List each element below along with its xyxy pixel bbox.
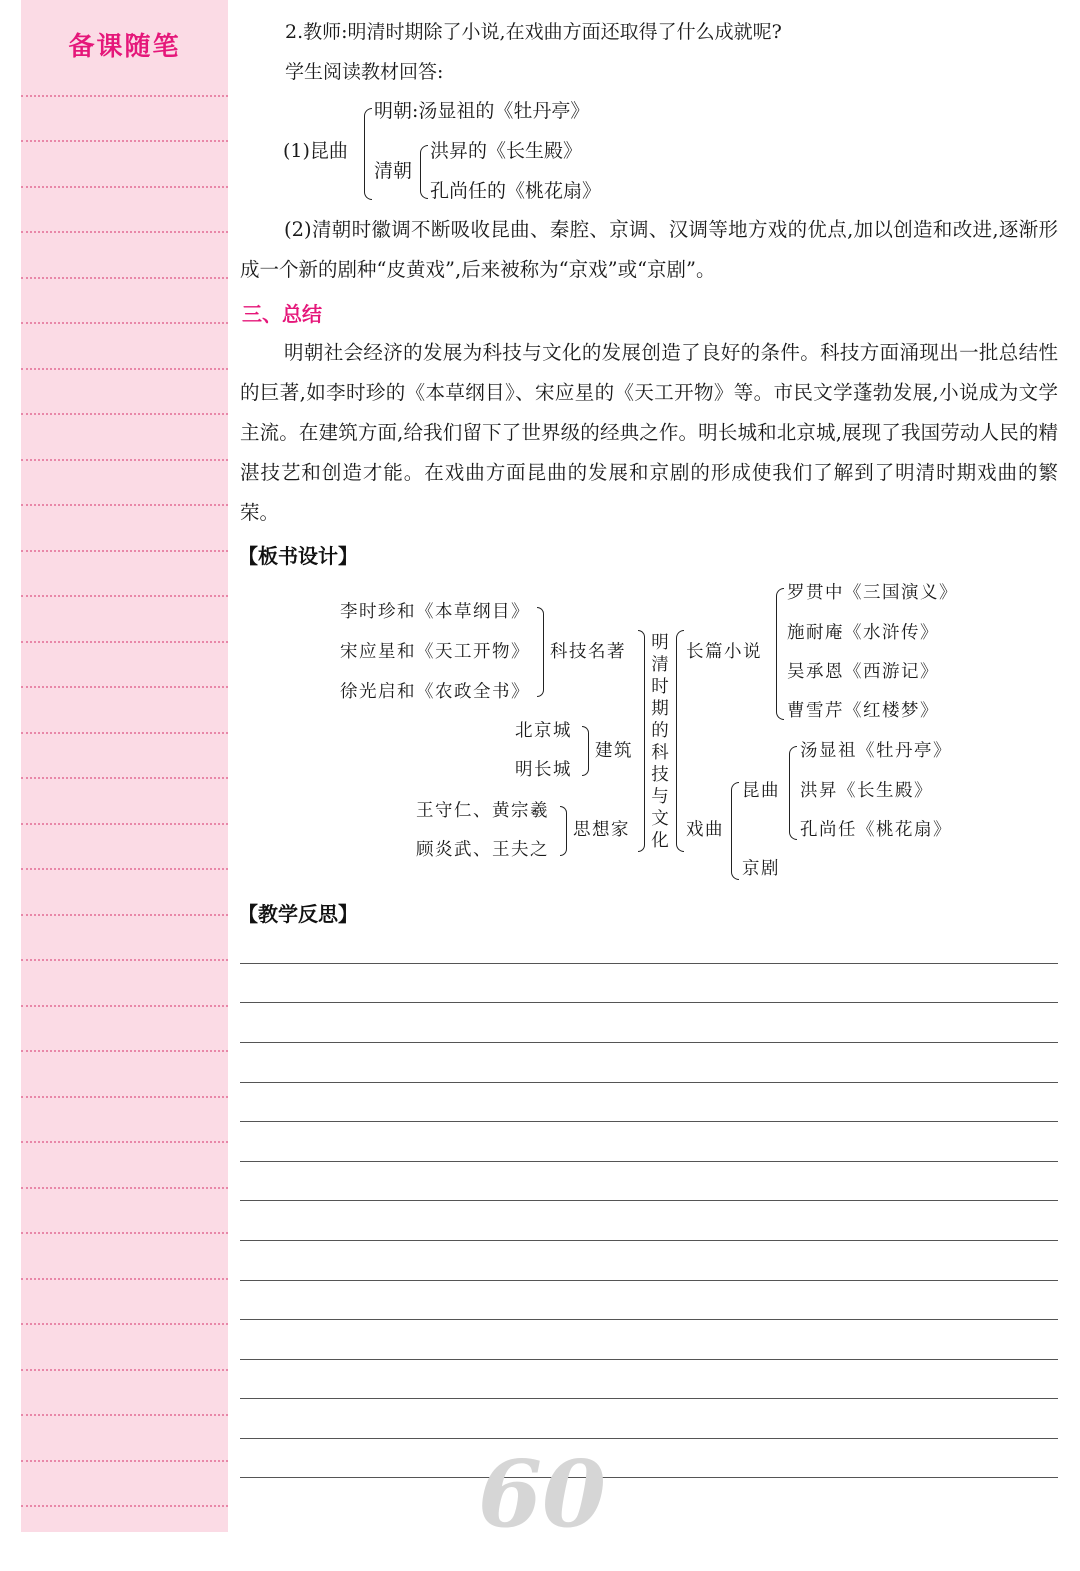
brace <box>420 145 428 199</box>
brace <box>582 726 589 776</box>
dotted-line <box>21 95 228 97</box>
dotted-line <box>21 231 228 233</box>
novel-item-1: 罗贯中《三国演义》 <box>787 583 958 603</box>
writing-line[interactable] <box>240 1082 1058 1083</box>
dotted-line <box>21 322 228 324</box>
reflection-heading: 【教学反思】 <box>238 902 358 926</box>
dotted-line <box>21 686 228 688</box>
arch-label: 建筑 <box>595 741 633 761</box>
dotted-line <box>21 140 228 142</box>
summary-heading: 三、总结 <box>242 302 322 326</box>
dotted-line <box>21 1369 228 1371</box>
kunqu-label: (1)昆曲 <box>283 140 348 162</box>
brace <box>676 630 684 852</box>
brace <box>638 630 645 852</box>
kunqu-item-2: 洪昇《长生殿》 <box>800 781 933 801</box>
novel-item-3: 吴承恩《西游记》 <box>787 662 939 682</box>
novel-item-4: 曹雪芹《红楼梦》 <box>787 701 939 721</box>
kunqu-item-3: 孔尚任《桃花扇》 <box>800 820 952 840</box>
kunqu-item-1: 汤显祖《牡丹亭》 <box>800 741 952 761</box>
writing-line[interactable] <box>240 1002 1058 1003</box>
brace <box>537 607 544 697</box>
thinker-item-2: 顾炎武、王夫之 <box>416 840 549 860</box>
writing-line[interactable] <box>240 1438 1058 1439</box>
arch-item-1: 北京城 <box>515 721 572 741</box>
dotted-line <box>21 777 228 779</box>
dotted-line <box>21 1141 228 1143</box>
dotted-line <box>21 1460 228 1462</box>
arch-item-2: 明长城 <box>515 760 572 780</box>
writing-line[interactable] <box>240 1280 1058 1281</box>
dotted-line <box>21 1323 228 1325</box>
brace <box>364 108 372 200</box>
tech-item-2: 宋应星和《天工开物》 <box>340 642 530 662</box>
dotted-line <box>21 1187 228 1189</box>
dotted-line <box>21 914 228 916</box>
summary-paragraph: 明朝社会经济的发展为科技与文化的发展创造了良好的条件。科技方面涌现出一批总结性的巨著,如李时珍的《本草纲目》、宋应星的《天工开物》等。市民文学蓬勃发展,小说成为文学主流。在建筑方面,给我们留下了世界级的经典之作。明长城和北京城,展现了我国劳动人民的精湛技艺和创造才能。在戏曲方面昆曲的发展和京剧的形成使我们了解到了明清时期戏曲的繁荣。 <box>240 341 1058 524</box>
dotted-line <box>21 1505 228 1507</box>
novel-label: 长篇小说 <box>686 642 762 662</box>
dotted-line <box>21 368 228 370</box>
point-2-paragraph: (2)清朝时徽调不断吸收昆曲、秦腔、京调、汉调等地方戏的优点,加以创造和改进,逐渐形成一个新的剧种“皮黄戏”,后来被称为“京戏”或“京剧”。 <box>240 218 1058 281</box>
thinker-label: 思想家 <box>573 820 630 840</box>
dotted-line <box>21 1005 228 1007</box>
dotted-line <box>21 868 228 870</box>
writing-line[interactable] <box>240 1161 1058 1162</box>
answer-intro: 学生阅读教材回答: <box>285 61 444 83</box>
writing-line[interactable] <box>240 1477 1058 1478</box>
writing-line[interactable] <box>240 963 1058 964</box>
thinker-item-1: 王守仁、黄宗羲 <box>416 801 549 821</box>
dotted-line <box>21 1096 228 1098</box>
dotted-line <box>21 504 228 506</box>
qing-label: 清朝 <box>374 160 413 182</box>
tech-item-3: 徐光启和《农政全书》 <box>340 682 530 702</box>
center-title: 明清时期的科技与文化 <box>651 633 669 851</box>
writing-line[interactable] <box>240 1200 1058 1201</box>
tech-item-1: 李时珍和《本草纲目》 <box>340 602 530 622</box>
dotted-line <box>21 550 228 552</box>
peking-opera-label: 京剧 <box>742 859 780 879</box>
dotted-line <box>21 1414 228 1416</box>
board-heading: 【板书设计】 <box>238 544 358 568</box>
dotted-line <box>21 595 228 597</box>
writing-line[interactable] <box>240 1121 1058 1122</box>
writing-line[interactable] <box>240 1319 1058 1320</box>
brace <box>560 806 567 856</box>
dotted-line <box>21 459 228 461</box>
dotted-line <box>21 823 228 825</box>
sidebar-title: 备课随笔 <box>68 32 181 62</box>
page-number: 60 <box>478 1440 607 1548</box>
ming-label: 明朝:汤显祖的《牡丹亭》 <box>374 100 590 122</box>
writing-line[interactable] <box>240 1359 1058 1360</box>
dotted-line <box>21 413 228 415</box>
dotted-line <box>21 186 228 188</box>
qing-item-2: 孔尚任的《桃花扇》 <box>430 180 602 202</box>
writing-line[interactable] <box>240 1240 1058 1241</box>
opera-label: 戏曲 <box>686 820 724 840</box>
qing-item-1: 洪昇的《长生殿》 <box>430 140 583 162</box>
teacher-question: 2.教师:明清时期除了小说,在戏曲方面还取得了什么成就呢? <box>285 21 782 43</box>
dotted-line <box>21 1050 228 1052</box>
dotted-line <box>21 1232 228 1234</box>
brace <box>731 782 739 880</box>
dotted-line <box>21 959 228 961</box>
kunqu-board-label: 昆曲 <box>742 781 780 801</box>
writing-line[interactable] <box>240 1398 1058 1399</box>
dotted-line <box>21 1278 228 1280</box>
dotted-line <box>21 277 228 279</box>
novel-item-2: 施耐庵《水浒传》 <box>787 623 939 643</box>
tech-label: 科技名著 <box>550 642 626 662</box>
writing-line[interactable] <box>240 1042 1058 1043</box>
brace <box>776 588 784 720</box>
dotted-line <box>21 641 228 643</box>
notes-sidebar <box>21 0 228 1532</box>
brace <box>789 746 797 840</box>
dotted-line <box>21 732 228 734</box>
